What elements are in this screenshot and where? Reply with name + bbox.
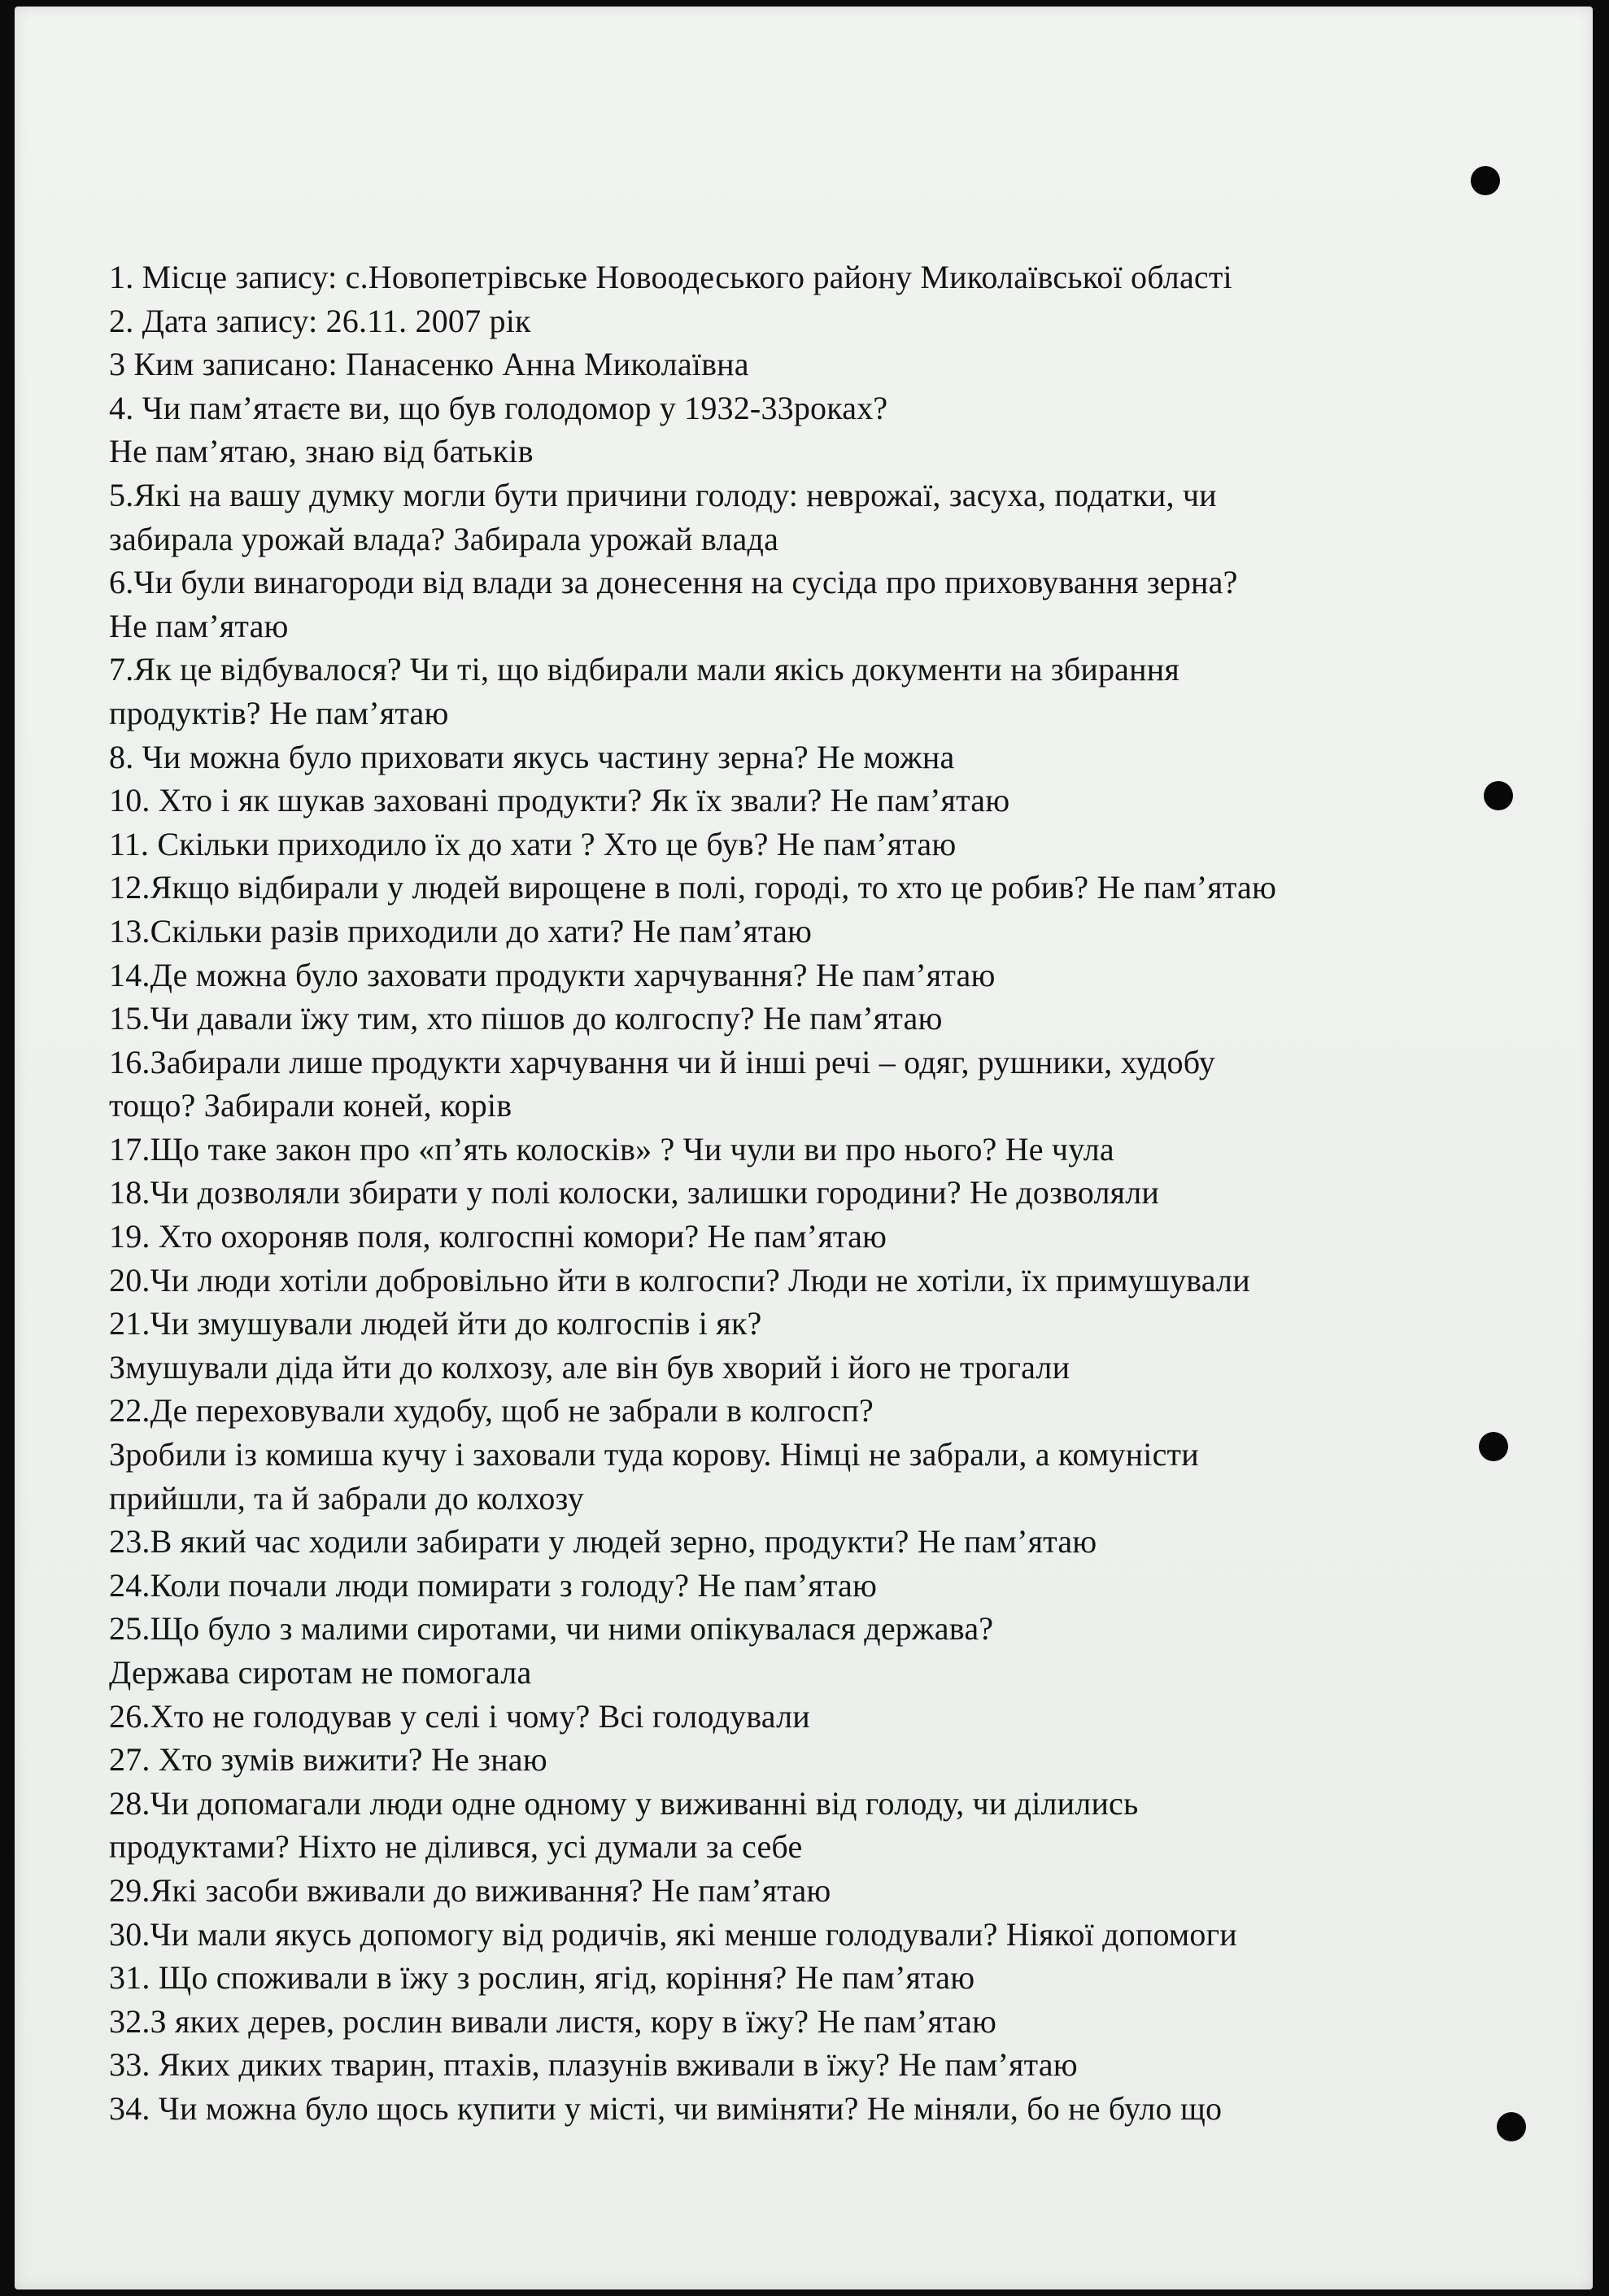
text-line: 26.Хто не голодував у селі і чому? Всі голодували [109,1697,810,1735]
text-line: 15.Чи давали їжу тим, хто пішов до колгоспу? Не пам’ятаю [109,1000,943,1037]
text-line: 13.Скільки разів приходили до хати? Не пам’ятаю [109,912,813,949]
text-line: 14.Де можна було заховати продукти харчування? Не пам’ятаю [109,956,996,993]
text-line: Держава сиротам не помогала [109,1654,532,1691]
text-line: прийшли, та й забрали до колхозу [109,1479,584,1517]
text-line: Змушували діда йти до колхозу, але він був хворий і його не трогали [109,1348,1070,1386]
text-line: продуктами? Ніхто не ділився, усі думали за себе [109,1828,803,1866]
text-line: забирала урожай влада? Забирала урожай влада [109,520,779,557]
punch-hole-1 [1471,166,1500,195]
paper-sheet [15,7,1593,2289]
text-line: 23.В який час ходили забирати у людей зерно, продукти? Не пам’ятаю [109,1523,1097,1560]
text-line: 33. Яких диких тварин, птахів, плазунів вживали в їжу? Не пам’ятаю [109,2046,1078,2084]
text-line: 27. Хто зумів вижити? Не знаю [109,1741,547,1779]
text-line: 1. Місце запису: с.Новопетрівське Новоодеського району Миколаївської області [109,259,1232,295]
faint-pencil-mark [1471,34,1568,67]
text-line: продуктів? Не пам’ятаю [109,694,449,731]
text-line: 6.Чи були винагороди від влади за донесення на сусіда про приховування зерна? [109,564,1238,601]
text-line: 10. Хто і як шукав заховані продукти? Як їх звали? Не пам’ятаю [109,782,1010,819]
text-line: 22.Де переховували худобу, щоб не забрали в колгосп? [109,1392,874,1430]
text-line: 29.Які засоби вживали до виживання? Не пам’ятаю [109,1871,831,1909]
text-line: 3 Ким записано: Панасенко Анна Миколаївна [109,346,749,383]
text-line: 7.Як це відбувалося? Чи ті, що відбирали мали якісь документи на збирання [109,651,1179,688]
text-line: 18.Чи дозволяли збирати у полі колоски, залишки городини? Не дозволяли [109,1174,1160,1211]
text-line: Не пам’ятаю, знаю від батьків [109,433,534,470]
text-line: 31. Що споживали в їжу з рослин, ягід, коріння? Не пам’ятаю [109,1959,975,1997]
text-line: 34. Чи можна було щось купити у місті, чи виміняти? Не міняли, бо не було що [109,2089,1223,2127]
text-line: 5.Які на вашу думку могли бути причини голоду: неврожаї, засуха, податки, чи [109,476,1217,513]
text-line: 28.Чи допомагали люди одне одному у виживанні від голоду, чи ділились [109,1784,1139,1822]
text-line: 25.Що було з малими сиротами, чи ними опікувалася держава? [109,1610,994,1648]
text-line: 2. Дата запису: 26.11. 2007 рік [109,302,531,339]
text-line: тощо? Забирали коней, корів [109,1087,512,1124]
text-line: 30.Чи мали якусь допомогу від родичів, які менше голодували? Ніякої допомоги [109,1915,1237,1953]
text-line: 4. Чи пам’ятаєте ви, що був голодомор у 1932-33роках? [109,389,888,426]
text-line: 11. Скільки приходило їх до хати ? Хто це був? Не пам’ятаю [109,825,957,862]
questionnaire-text [109,255,1541,2131]
text-line: 16.Забирали лише продукти харчування чи й інші речі – одяг, рушники, худобу [109,1043,1215,1080]
text-line: 8. Чи можна було приховати якусь частину зерна? Не можна [109,738,955,775]
text-line: Зробили із комиша кучу і заховали туда корову. Німці не забрали, а комуністи [109,1436,1199,1473]
text-line: 12.Якщо відбирали у людей вирощене в полі, городі, то хто це робив? Не пам’ятаю [109,869,1277,906]
text-line: 19. Хто охороняв поля, колгоспні комори? Не пам’ятаю [109,1218,887,1255]
text-line: 21.Чи змушували людей йти до колгоспів і як? [109,1305,762,1342]
text-line: 17.Що таке закон про «п’ять колосків» ? Чи чули ви про нього? Не чула [109,1130,1114,1168]
text-line: 24.Коли почали люди помирати з голоду? Не пам’ятаю [109,1566,878,1604]
text-line: 20.Чи люди хотіли добровільно йти в колгоспи? Люди не хотіли, їх примушували [109,1261,1250,1299]
text-line: 32.З яких дерев, рослин вивали листя, кору в їжу? Не пам’ятаю [109,2002,997,2040]
text-line: Не пам’ятаю [109,607,289,644]
